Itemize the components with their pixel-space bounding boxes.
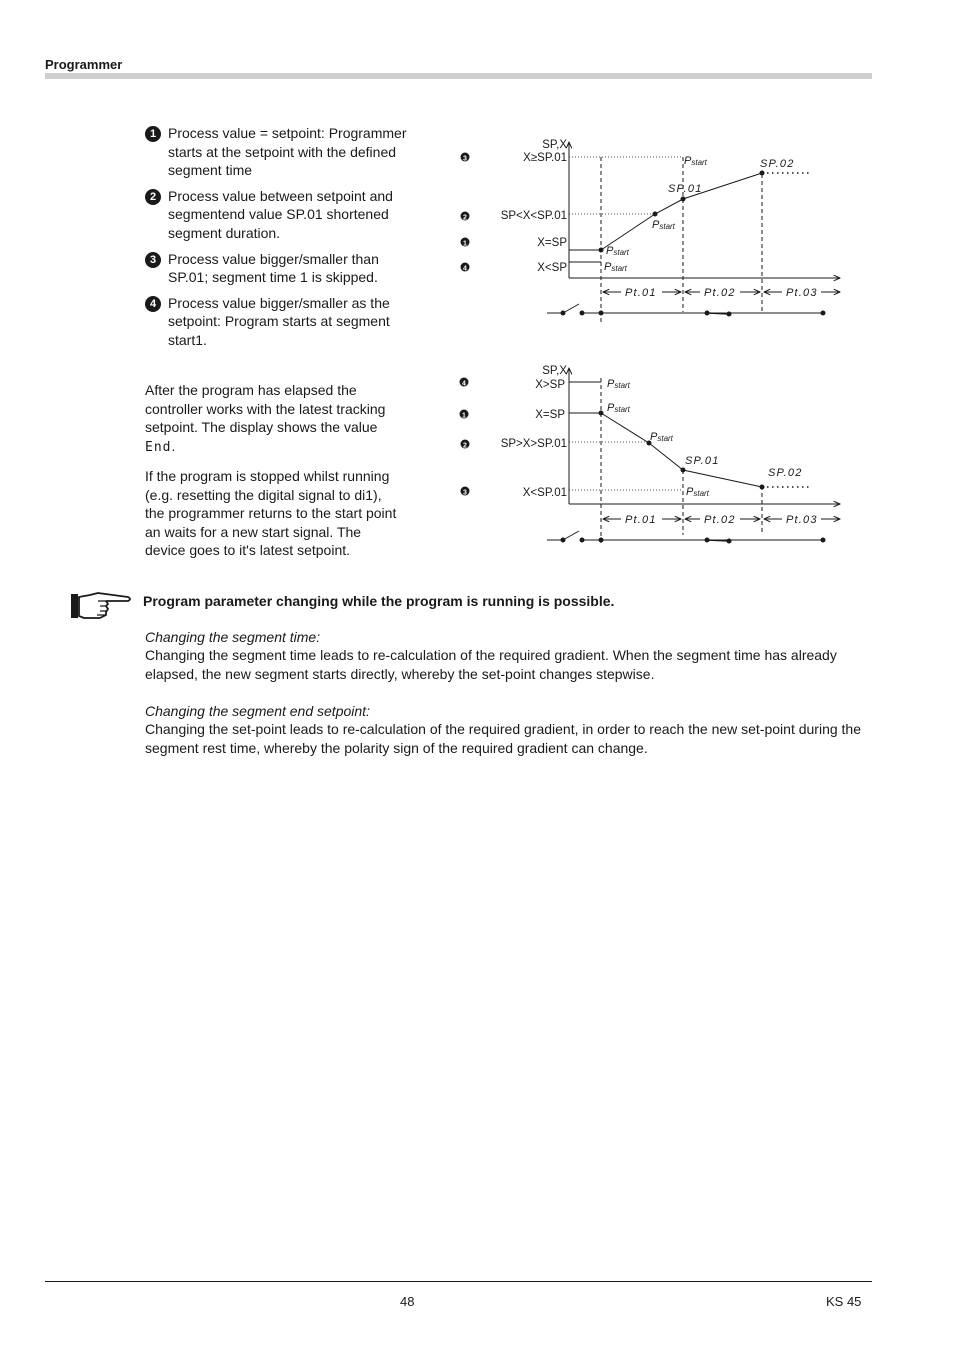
level-marker-number: 1 xyxy=(463,240,467,248)
curve-point xyxy=(599,248,604,253)
case-number-badge: 3 xyxy=(145,252,161,268)
pstart-label: Pstart xyxy=(684,155,707,167)
case-text: Process value bigger/smaller than SP.01; segment time 1 is skipped. xyxy=(168,250,379,286)
diagram-bottom xyxy=(455,360,850,555)
segment-label: Pt.01 xyxy=(625,287,657,299)
curve-point xyxy=(599,411,604,416)
level-label: X<SP xyxy=(537,262,567,274)
level-label: X=SP xyxy=(535,409,565,421)
pstart-label: Pstart xyxy=(607,378,630,390)
after-program-text: After the program has elapsed the controller works with the latest tracking setpoint. The display shows the value xyxy=(145,382,386,436)
setpoint-label: SP.01 xyxy=(685,455,720,467)
level-marker-number: 3 xyxy=(463,489,467,497)
header-rule xyxy=(45,73,872,79)
level-marker-number: 2 xyxy=(463,442,467,450)
case-number-badge: 1 xyxy=(145,126,161,142)
level-label: X=SP xyxy=(537,237,567,249)
pointing-hand-icon xyxy=(70,590,134,622)
level-label: X≥SP.01 xyxy=(523,152,567,164)
program-curve xyxy=(601,413,762,487)
level-marker-number: 1 xyxy=(462,412,466,420)
segment-setpoint-text: Changing the set-point leads to re-calculation of the required gradient, in order to reach the new set-point during the segment rest time, whereby the polarity sign of the required gradient can change. xyxy=(145,721,861,756)
setpoint-label: SP.02 xyxy=(768,467,803,479)
trigger-node xyxy=(821,538,826,543)
curve-point xyxy=(681,468,686,473)
level-marker-number: 3 xyxy=(463,155,467,163)
switch-node xyxy=(561,311,566,316)
document-id: KS 45 xyxy=(826,1294,862,1309)
y-axis-label: SP,X xyxy=(542,139,567,151)
level-label: X<SP.01 xyxy=(522,487,567,499)
segment-time-text: Changing the segment time leads to re-calculation of the required gradient. When the segment time has already elapsed, the new segment starts directly, whereby the set-point changes stepwise. xyxy=(145,647,837,682)
case-item-3 xyxy=(145,250,407,287)
after-program-paragraph xyxy=(145,381,403,457)
switch-contact xyxy=(563,304,579,313)
segment-label: Pt.02 xyxy=(704,514,736,526)
case-number-badge: 4 xyxy=(145,296,161,312)
case-text: Process value = setpoint: Programmer starts at the setpoint with the defined segment time xyxy=(168,125,407,179)
setpoint-label: SP.02 xyxy=(760,158,795,170)
case-text: Process value bigger/smaller as the setpoint: Program starts at segment start1. xyxy=(168,294,390,348)
curve-point xyxy=(681,197,686,202)
footer-rule xyxy=(45,1281,872,1282)
segment-label: Pt.02 xyxy=(704,287,736,299)
level-marker-number: 4 xyxy=(463,265,467,273)
y-axis-label: SP,X xyxy=(542,365,567,377)
level-marker-number: 2 xyxy=(463,214,467,222)
trigger-node xyxy=(599,538,604,543)
case-text: Process value between setpoint and segmentend value SP.01 shortened segment duration. xyxy=(168,187,393,241)
diagram-top xyxy=(455,132,850,327)
page-number: 48 xyxy=(400,1294,415,1309)
level-label: SP<X<SP.01 xyxy=(500,210,567,222)
pstart-label: Pstart xyxy=(604,261,627,273)
pstart-label: Pstart xyxy=(607,402,630,414)
case-number-badge: 2 xyxy=(145,189,161,205)
curve-point xyxy=(653,212,658,217)
pstart-label: Pstart xyxy=(652,219,675,231)
display-value-end: End xyxy=(145,439,172,455)
level-label: SP>X>SP.01 xyxy=(500,438,567,450)
trigger-line-step xyxy=(707,540,729,541)
segment-label: Pt.03 xyxy=(786,514,818,526)
level-marker-number: 4 xyxy=(462,380,466,388)
segment-label: Pt.01 xyxy=(625,514,657,526)
trigger-node xyxy=(599,311,604,316)
segment-label: Pt.03 xyxy=(786,287,818,299)
pstart-label: Pstart xyxy=(686,486,709,498)
case-item-4 xyxy=(145,294,407,350)
case-item-1 xyxy=(145,124,407,180)
curve-point xyxy=(760,485,765,490)
trigger-node xyxy=(821,311,826,316)
level-label: X>SP xyxy=(535,379,565,391)
note-text: Program parameter changing while the program is running is possible. xyxy=(143,593,615,609)
pstart-label: Pstart xyxy=(606,245,629,257)
segment-setpoint-heading: Changing the segment end setpoint: xyxy=(145,703,370,719)
case-list xyxy=(145,124,407,357)
pstart-label: Pstart xyxy=(650,431,673,443)
trigger-node xyxy=(727,539,732,544)
stop-paragraph: If the program is stopped whilst running (e.g. resetting the digital signal to di1), the programmer returns to the start point an waits for a new start signal. The device goes to it's latest setpoint. xyxy=(145,468,397,559)
trigger-node xyxy=(727,312,732,317)
trigger-node xyxy=(705,311,710,316)
switch-contact xyxy=(563,531,579,540)
trigger-node xyxy=(705,538,710,543)
setpoint-label: SP.01 xyxy=(668,183,703,195)
switch-node xyxy=(561,538,566,543)
segment-time-heading: Changing the segment time: xyxy=(145,629,321,645)
section-title: Programmer xyxy=(45,57,123,72)
trigger-line-step xyxy=(707,313,729,314)
curve-point xyxy=(760,171,765,176)
case-item-2 xyxy=(145,187,407,243)
after-program-tail: . xyxy=(171,437,176,454)
